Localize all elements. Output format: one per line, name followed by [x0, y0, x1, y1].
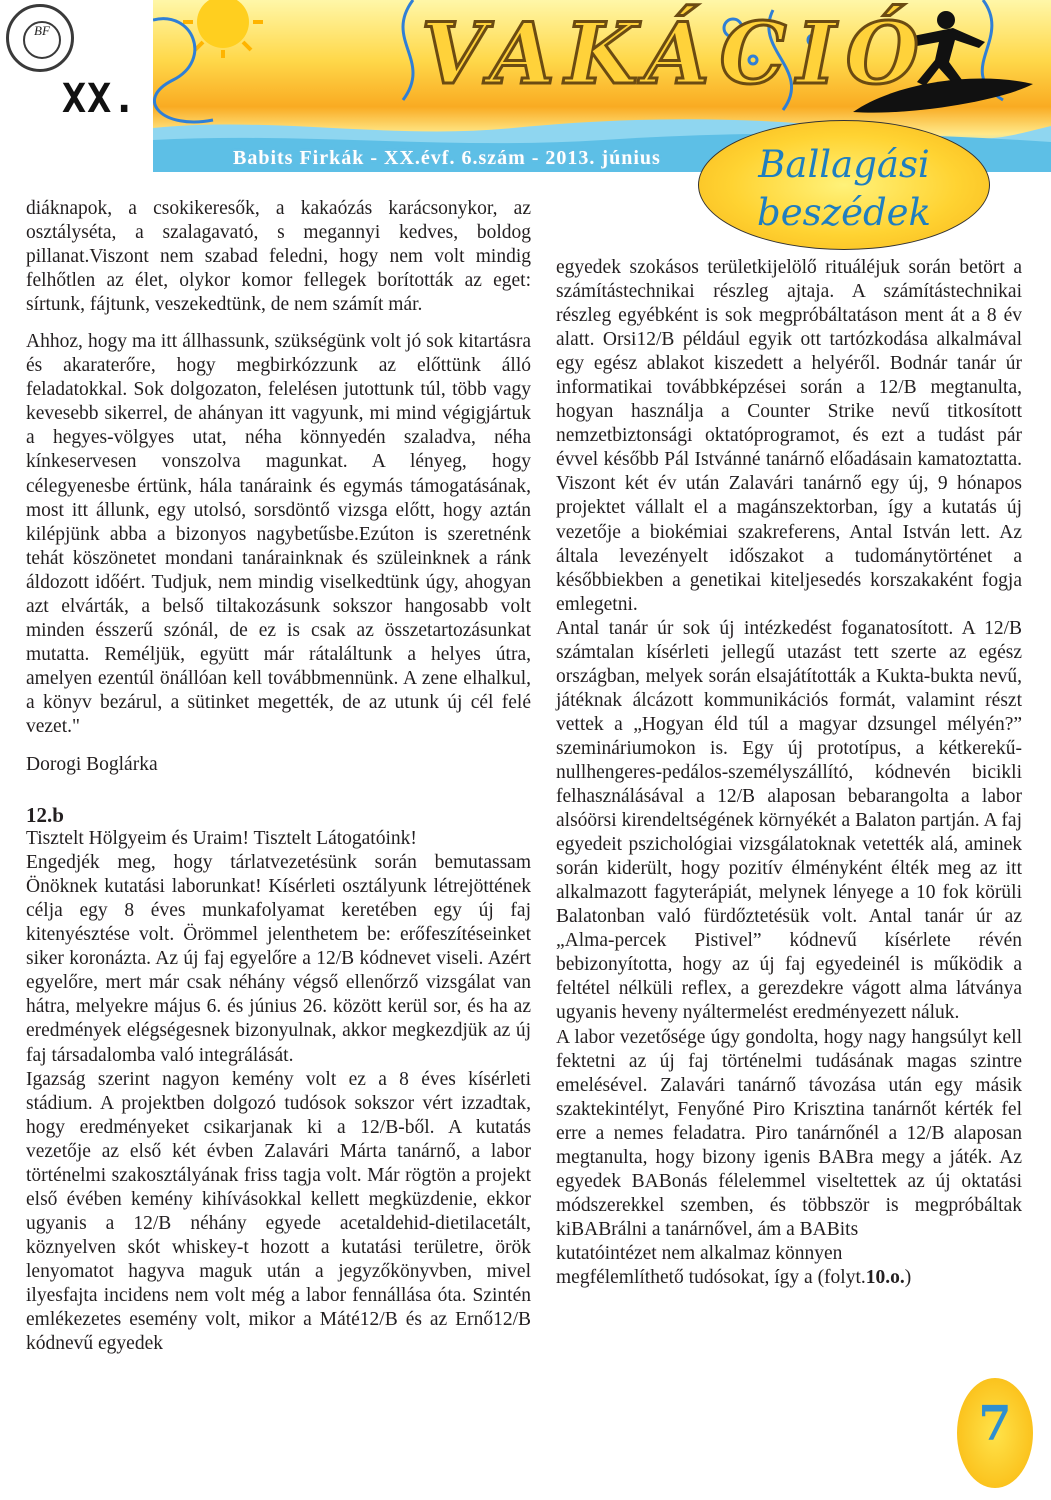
- article-paragraph: egyedek szokásos területkijelölő rituáléjuk során betört a számítástechnikai részleg ajtaja. A számítástechnikai részleg egyébként is sok megpróbáltatáson ment át a 8 év alatt. Orsi12/B például egyik ott tartózkodása alkalmával egy egész ablakot kiszedett a helyéről. Bodnár tanár úr informatikai továbbképzései során a 12/B megtanulta, hogyan használja a Counter Strike nevű titkosított nemzetbiztonsági oktatóprogramot, és ezt a tudást pár évvel később Pál Istvánné tanárnő előadásain kamatoztatta. Viszont két év után Zalavári tanárnő egy új, 9 hónapos projektet vállalt el a magánszektorban, így a kutatás új vezetője a biokémiai szakreferens, Antal István lett. Az általa levezényelt időszakot a tudománytörténet a későbbiekben a genetikai kiteljesedés korszakaként fogja emlegetni.: [556, 257, 1022, 615]
- masthead-title: VAKÁCIÓ: [421, 4, 929, 103]
- article-paragraph-end: [556, 1242, 1022, 1290]
- article-paragraph: diáknapok, a csokikeresők, a kakaózás karácsonykor, az osztályséta, a szalagavató, s megannyi kedves, boldog pillanat.Viszont nem szabad feledni, hogy nem volt mindig felhőtlen az élet, olykor komor fellegek borították az eget: sírtunk, fájtunk, veszekedtünk, de nem számít már.: [26, 198, 531, 316]
- author-signature: Dorogi Boglárka: [26, 754, 158, 776]
- section-title-line1: Ballagási: [758, 143, 930, 186]
- section-title-bubble: [698, 120, 990, 250]
- class-section-heading: 12.b: [26, 803, 64, 828]
- continued-page-ref: 10.o.: [865, 1266, 905, 1288]
- issue-number: XX.: [62, 76, 138, 122]
- closing-line-2: megfélemlíthető tudósokat, így a (folyt.: [556, 1266, 866, 1288]
- greeting-line: Tisztelt Hölgyeim és Uraim! Tisztelt Látogatóink!: [26, 828, 417, 850]
- logo-monogram: BF: [23, 21, 61, 59]
- page-number: 7: [978, 1396, 1012, 1452]
- page-header: [0, 0, 1051, 234]
- closing-paren: ): [904, 1266, 912, 1288]
- article-paragraph: Engedjék meg, hogy tárlatvezetésünk során bemutassam Önöknek kutatási laborunkat! Kísérleti osztályunk létrejöttének célja egy 8 éves munkafolyamat keretében egy új faj kitenyésztése volt. Örömmel jelenthetem be: erőfeszítéseinket siker koronázta. Az új faj egyelőre a 12/B kódnevet viseli. Azért egyelőre, mert már csak néhány végső ellenőrző vizsgálat van hátra, melyekre május 6. és június 26. között kerül sor, és ha az eredmények elégségesnek bizonyulnak, akkor megkezdjük az új faj társadalomba való integrálását.: [26, 852, 531, 1066]
- closing-line-1: kutatóintézet nem alkalmaz könnyen: [556, 1242, 843, 1264]
- article-paragraph: Antal tanár úr sok új intézkedést foganatosított. A 12/B számtalan kísérleti jellegű utazást tett szerte az egész országban, melyek során elsajátították a Kukta-bukta nevű, játéknak álcázott kommunikációs formát, valamint részt vettek a „Hogyan éld túl a magyar dzsungel mélyén?” szemináriumokon is. Egy új prototípus, a kétkerekű-nullhengeres-pedálos-személyszállító, kódnevén bicikli felhasználásával a 12/B alaposan bebarangolta a labor alsóörsi kirendeltségének környékét a Balaton partján. A faj egyedeit pszichológiai vizsgálatoknak vetették alá, aminek során kiderült, hogy pozitív élményként élték meg az itt alkalmazott fagyterápiát, melynek lényege a 10 fok körüli Balatonban való fürdőztetésük volt. Antal tanár úr az „Alma-percek Pistivel” kódnevű kísérlete révén bebizonyította, hogy az új faj egyedeinél is működik a feltétel nélküli reflex, a gerezdekre vágott alma látványa ugyanis heveny nyáltermelést eredményezett náluk.: [556, 617, 1022, 1024]
- article-paragraph: Igazság szerint nagyon kemény volt ez a 8 éves kísérleti stádium. A projektben dolgozó tudósok sokszor vért izzadtak, hogy eredményeket csikarjanak ki a 12/B-ből. A kutatás vezetője az első két évben Zalavári Márta tanárnő, a labor történelmi szakosztályának friss tagja volt. Már rögtön a projekt első évében kemény kihívásokkal kellett megküzdenie, ekkor ugyanis a 12/B néhány egyede acetaldehid-dietilacetált, köznyelven skót whiskey-t hozott a kutatási területre, örök lenyomatot hagyva maguk után a jegyzőkönyvben, mivel ilyesfajta incidens nem volt még a labor fennállása óta. Szintén emlékezetes esemény volt, mikor a Máté12/B és az Ernő12/B kódnevű egyedek: [26, 1068, 531, 1355]
- article-paragraph: A labor vezetősége úgy gondolta, hogy nagy hangsúlyt kell fektetni az új faj történelmi tudásának magas szintre emelésével. Zalavári tanárnő távozása után egy másik szaktekintélyt, Fenyőné Piro Krisztina tanárnőt kérték fel erre a nemes feladatra. Piro tanárnőnél a 12/B alaposan megtanulta, hogy bizony igenis BABra megy a játék. Az egyedek BABonás félelemmel viseltettek az új oktatási módszerekkel szemben, és többször is megpróbáltak kiBABrálni a tanárnővel, ám a BABits: [556, 1026, 1022, 1240]
- issue-subtitle: Babits Firkák - XX.évf. 6.szám - 2013. június: [233, 147, 661, 169]
- left-column: [26, 197, 531, 1356]
- page-number-badge: [957, 1378, 1033, 1488]
- school-logo-icon: [6, 4, 74, 72]
- section-title-line2: beszédek: [757, 191, 931, 234]
- right-column: [556, 256, 1022, 1290]
- article-paragraph: Ahhoz, hogy ma itt állhassunk, szükségünk volt jó sok kitartásra és akaraterőre, hogy megbirkózzunk az előttünk álló feladatokkal. Sok dolgozaton, felelésen jutottunk túl, több vagy kevesebb sikerrel, de ahányan itt vagyunk, mi mind végigjártuk a hegyes-völgyes utat, néha könnyedén szaladva, néha kínkeservesen vonszolva magunkat. A lényeg, hogy célegyenesbe értünk, hála tanáraink és egymás támogatásának, most itt állunk, egy utolsó, sorsdöntő vizsga előtt, hogy aztán kilépjünk abba a bizonyos nagybetűsbe.Ezúton is szeretnénk tehát köszönetet mondani tanárainknak és szüleinknek a ránk áldozott időért. Tudjuk, nem mindig viselkedtünk úgy, ahogyan azt elvárták, a belső tiltakozásunk sokszor hangosabb volt minden ésszerű szónál, de ez is csak az összetartozásunkat mutatta. Reméljük, együtt már rátaláltunk a helyes útra, amelyen ezentúl önállóan kell továbbmennünk. A zene elhalkul, a könyv bezárul, a sütinket megették, de az utunk új cél felé vezet.": [26, 331, 531, 737]
